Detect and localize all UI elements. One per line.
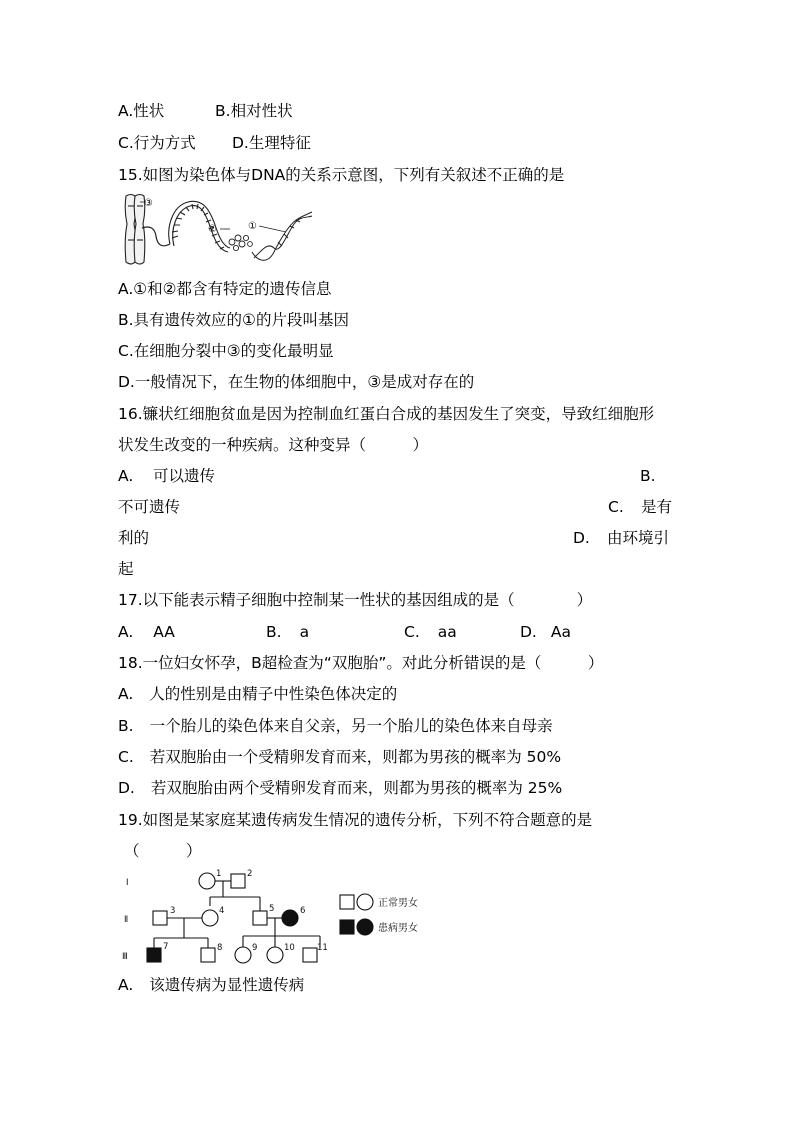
q16-option-d-text-2: 起 [118,560,134,578]
q16-option-b-text: 不可遗传 [118,498,181,516]
q18-option-c: C. 若双胞胎由一个受精卵发育而来，则都为男孩的概率为 50% [118,748,562,766]
q18-stem: 18.一位妇女怀孕，B超检查为“双胞胎”。对此分析错误的是（ ） [118,654,604,672]
pedigree-number-8: 8 [217,943,223,953]
legend-affected-female-icon [357,919,373,935]
pedigree-female-6-affected [282,910,298,926]
q16-option-b-letter: B. [640,467,656,485]
legend-affected-male-icon [340,920,354,934]
pedigree-number-3: 3 [170,906,176,916]
q17-option-b: B. a [266,623,310,641]
q19-stem-line-2: （ ） [124,842,202,860]
figure-label-2: ② [208,224,217,235]
pedigree-number-5: 5 [269,904,275,914]
q16-stem-line-1: 16.镰状红细胞贫血是因为控制血红蛋白合成的基因发生了突变，导致红细胞形 [118,405,655,423]
generation-label-3: Ⅲ [122,952,128,962]
figure-label-3: ③ [144,198,153,209]
q16-option-d-text-1: 由环境引 [607,529,670,547]
q14-option-c: C.行为方式 [118,134,196,152]
q16-option-a-letter: A. [118,467,134,485]
q17-option-d: D. Aa [520,623,571,641]
generation-label-1: Ⅰ [126,878,129,888]
q15-stem: 15.如图为染色体与DNA的关系示意图，下列有关叙述不正确的是 [118,166,565,184]
q16-option-c-letter: C. [608,498,624,516]
pedigree-number-2: 2 [247,869,253,879]
q19-option-a: A. 该遗传病为显性遗传病 [118,976,305,994]
chromosome-dna-figure [118,192,314,270]
legend-normal-female-icon [357,894,373,910]
q15-option-a: A.①和②都含有特定的遗传信息 [118,280,332,298]
pedigree-number-9: 9 [252,943,258,953]
q14-option-d: D.生理特征 [232,134,311,152]
q15-option-d: D.一般情况下，在生物的体细胞中，③是成对存在的 [118,373,475,391]
q17-option-c: C. aa [404,623,457,641]
pedigree-female-4 [202,910,218,926]
q16-option-d-letter: D. [573,529,590,547]
q17-option-a: A. AA [118,623,175,641]
pedigree-female-10 [267,947,283,963]
pedigree-male-3 [153,911,167,925]
q16-option-c-text-2: 利的 [118,529,150,547]
pedigree-number-6: 6 [300,906,306,916]
pedigree-chart [118,866,448,970]
pedigree-male-2 [231,874,245,888]
dna-helix-icon [252,212,312,260]
legend-normal-male-icon [340,895,354,909]
q18-option-b: B. 一个胎儿的染色体来自父亲，另一个胎儿的染色体来自母亲 [118,717,553,735]
q14-option-a: A.性状 [118,102,165,120]
q17-stem: 17.以下能表示精子细胞中控制某一性状的基因组成的是（ ） [118,591,593,609]
pedigree-number-10: 10 [284,943,295,953]
q18-option-d: D. 若双胞胎由两个受精卵发育而来，则都为男孩的概率为 25% [118,779,563,797]
pedigree-female-1 [199,873,215,889]
q19-stem-line-1: 19.如图是某家庭某遗传病发生情况的遗传分析，下列不符合题意的是 [118,811,593,829]
q18-option-a: A. 人的性别是由精子中性染色体决定的 [118,685,398,703]
q15-option-c: C.在细胞分裂中③的变化最明显 [118,342,334,360]
q15-option-b: B.具有遗传效应的①的片段叫基因 [118,311,349,329]
pedigree-male-5 [253,911,267,925]
figure-label-1: ① [248,221,257,232]
nucleosome-beads-icon [229,235,252,251]
pedigree-male-8 [201,948,215,962]
pedigree-number-1: 1 [216,869,222,879]
pedigree-number-7: 7 [163,942,169,952]
legend-affected-label: 患病男女 [378,923,418,934]
chromosome-icon [125,195,145,265]
coiled-fiber-icon [169,201,230,252]
pedigree-male-7-affected [147,948,161,962]
pedigree-number-11: 11 [317,943,328,953]
q14-option-b: B.相对性状 [215,102,293,120]
pedigree-number-4: 4 [219,906,225,916]
q16-option-c-text-1: 是有 [641,498,673,516]
pedigree-male-11 [303,948,317,962]
legend-normal-label: 正常男女 [378,898,418,909]
q16-option-a-text: 可以遗传 [153,467,216,485]
generation-label-2: Ⅱ [124,915,129,925]
pedigree-female-9 [235,947,251,963]
q16-stem-line-2: 状发生改变的一种疾病。这种变异（ ） [118,436,429,454]
